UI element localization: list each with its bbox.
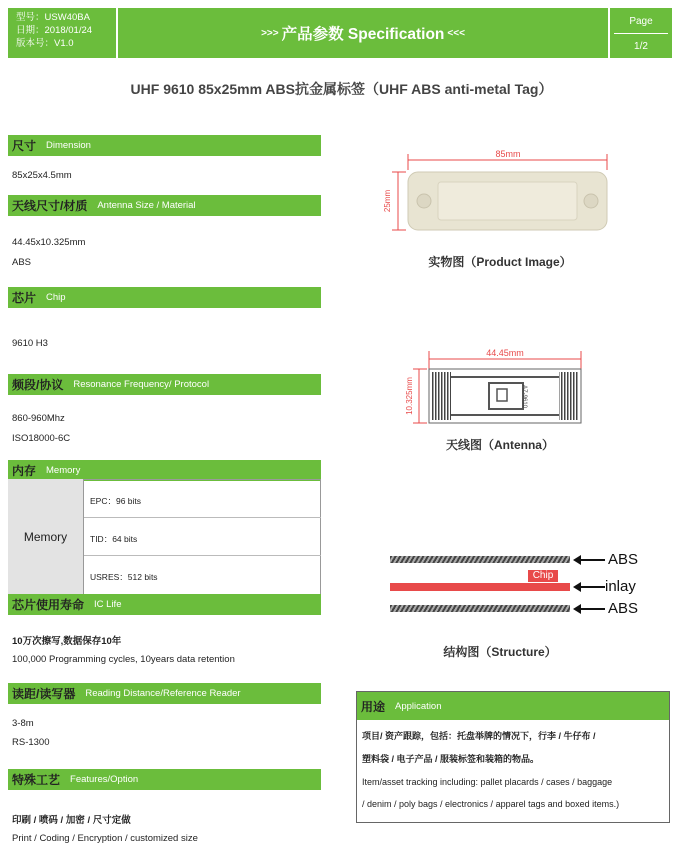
ic-life-en: 100,000 Programming cycles, 10years data retention: [12, 654, 235, 665]
section-en: Application: [395, 700, 442, 712]
page-divider: [614, 33, 668, 34]
tag-inset: [438, 182, 577, 220]
memory-user: USRES：512 bits: [90, 572, 158, 582]
application-zh-line2: 塑料袋 / 电子产品 / 服装标签和装箱的物品。: [362, 754, 540, 764]
mounting-hole: [584, 194, 598, 208]
header-page: [610, 8, 672, 58]
inlay-layer: [390, 583, 570, 591]
product-caption: 实物图（Product Image）: [428, 255, 572, 269]
section-en: IC Life: [94, 599, 122, 610]
application-en-line2: / denim / poly bags / electronics / apparel tags and boxed items.): [362, 799, 620, 809]
application-zh-line1: 项目/ 资产跟踪，包括：托盘举牌的情况下，行李 / 牛仔布 /: [362, 731, 596, 741]
memory-divider: [84, 555, 321, 556]
title-prefix: >>>: [261, 27, 279, 39]
section-zh: 频段/协议: [12, 378, 64, 392]
page-title: UHF 9610 85x25mm ABS抗金属标签（UHF ABS anti-metal Tag）: [130, 81, 553, 97]
section-zh: 内存: [12, 464, 37, 478]
features-en: Print / Coding / Encryption / customized size: [12, 833, 198, 844]
section-en: Features/Option: [70, 774, 139, 785]
arrow-icon: [573, 604, 581, 614]
chip-text: AZ-9610: [521, 385, 527, 409]
reading-distance: 3-8m: [12, 718, 34, 729]
protocol-value: ISO18000-6C: [12, 433, 71, 444]
frequency-value: 860-960Mhz: [12, 413, 65, 424]
section-en: Memory: [46, 465, 81, 476]
width-label: 85mm: [495, 150, 521, 159]
height-label: 10.325mm: [405, 377, 414, 415]
features-zh: 印刷 / 喷码 / 加密 / 尺寸定做: [12, 815, 131, 826]
width-label: 44.45mm: [486, 348, 524, 358]
mounting-hole: [417, 194, 431, 208]
section-frequency: [8, 374, 321, 395]
model-number: 型号：USW40BA: [16, 12, 90, 23]
product-image: [380, 150, 620, 240]
antenna-image: [405, 345, 595, 430]
memory-tid: TID：64 bits: [90, 534, 138, 544]
title-suffix: <<<: [447, 27, 465, 39]
section-en: Chip: [46, 292, 66, 303]
antenna-coil-left: [431, 372, 451, 420]
header-title: [118, 8, 608, 58]
title-main: 产品参数 Specification: [281, 26, 445, 43]
section-en: Dimension: [46, 140, 91, 151]
section-zh: 尺寸: [12, 139, 37, 153]
application-header: [357, 692, 669, 720]
page-label: Page: [629, 16, 653, 27]
ic-life-zh: 10万次擦写,数据保存10年: [12, 636, 122, 647]
abs-layer-top: [390, 556, 570, 563]
antenna-material: ABS: [12, 257, 32, 268]
section-zh: 天线尺寸/材质: [12, 199, 88, 213]
header-meta: [8, 8, 116, 58]
section-zh: 芯片: [12, 291, 37, 305]
structure-layer-abs-bottom: ABS: [608, 600, 639, 617]
arrow-icon: [573, 555, 581, 565]
antenna-coil-right: [559, 372, 579, 420]
height-label: 25mm: [383, 189, 392, 213]
page-number: 1/2: [634, 41, 648, 52]
memory-epc: EPC：96 bits: [90, 496, 142, 506]
chip-block: Chip: [528, 570, 558, 582]
antenna-caption: 天线图（Antenna）: [445, 438, 554, 452]
memory-label: Memory: [8, 479, 84, 595]
section-reading: [8, 683, 321, 704]
section-en: Reading Distance/Reference Reader: [85, 688, 241, 699]
section-antenna: [8, 195, 321, 216]
section-en: Antenna Size / Material: [97, 200, 196, 211]
section-dimension: [8, 135, 321, 156]
arrow-icon: [573, 582, 581, 592]
section-memory: [8, 460, 321, 481]
application-en-line1: Item/asset tracking including: pallet placards / cases / baggage: [362, 777, 613, 787]
chip-value: 9610 H3: [12, 338, 48, 349]
reference-reader: RS-1300: [12, 737, 50, 748]
antenna-size: 44.45x10.325mm: [12, 237, 86, 248]
section-zh: 芯片使用寿命: [12, 598, 85, 612]
section-chip: [8, 287, 321, 308]
section-features: [8, 769, 321, 790]
memory-divider: [84, 517, 321, 518]
section-zh: 特殊工艺: [12, 773, 61, 787]
section-zh: 用途: [361, 699, 386, 714]
section-en: Resonance Frequency/ Protocol: [73, 379, 210, 390]
structure-layer-inlay: inlay: [605, 578, 636, 595]
structure-arrows: [573, 550, 608, 620]
abs-layer-bottom: [390, 605, 570, 612]
section-zh: 读距/读写器: [12, 687, 76, 701]
doc-date: 日期：2018/01/24: [16, 25, 93, 36]
section-ic-life: [8, 594, 321, 615]
structure-caption: 结构图（Structure）: [443, 645, 557, 659]
doc-version: 版本号：V1.0: [16, 38, 74, 49]
structure-layer-abs-top: ABS: [608, 551, 639, 568]
dimension-value: 85x25x4.5mm: [12, 170, 72, 181]
